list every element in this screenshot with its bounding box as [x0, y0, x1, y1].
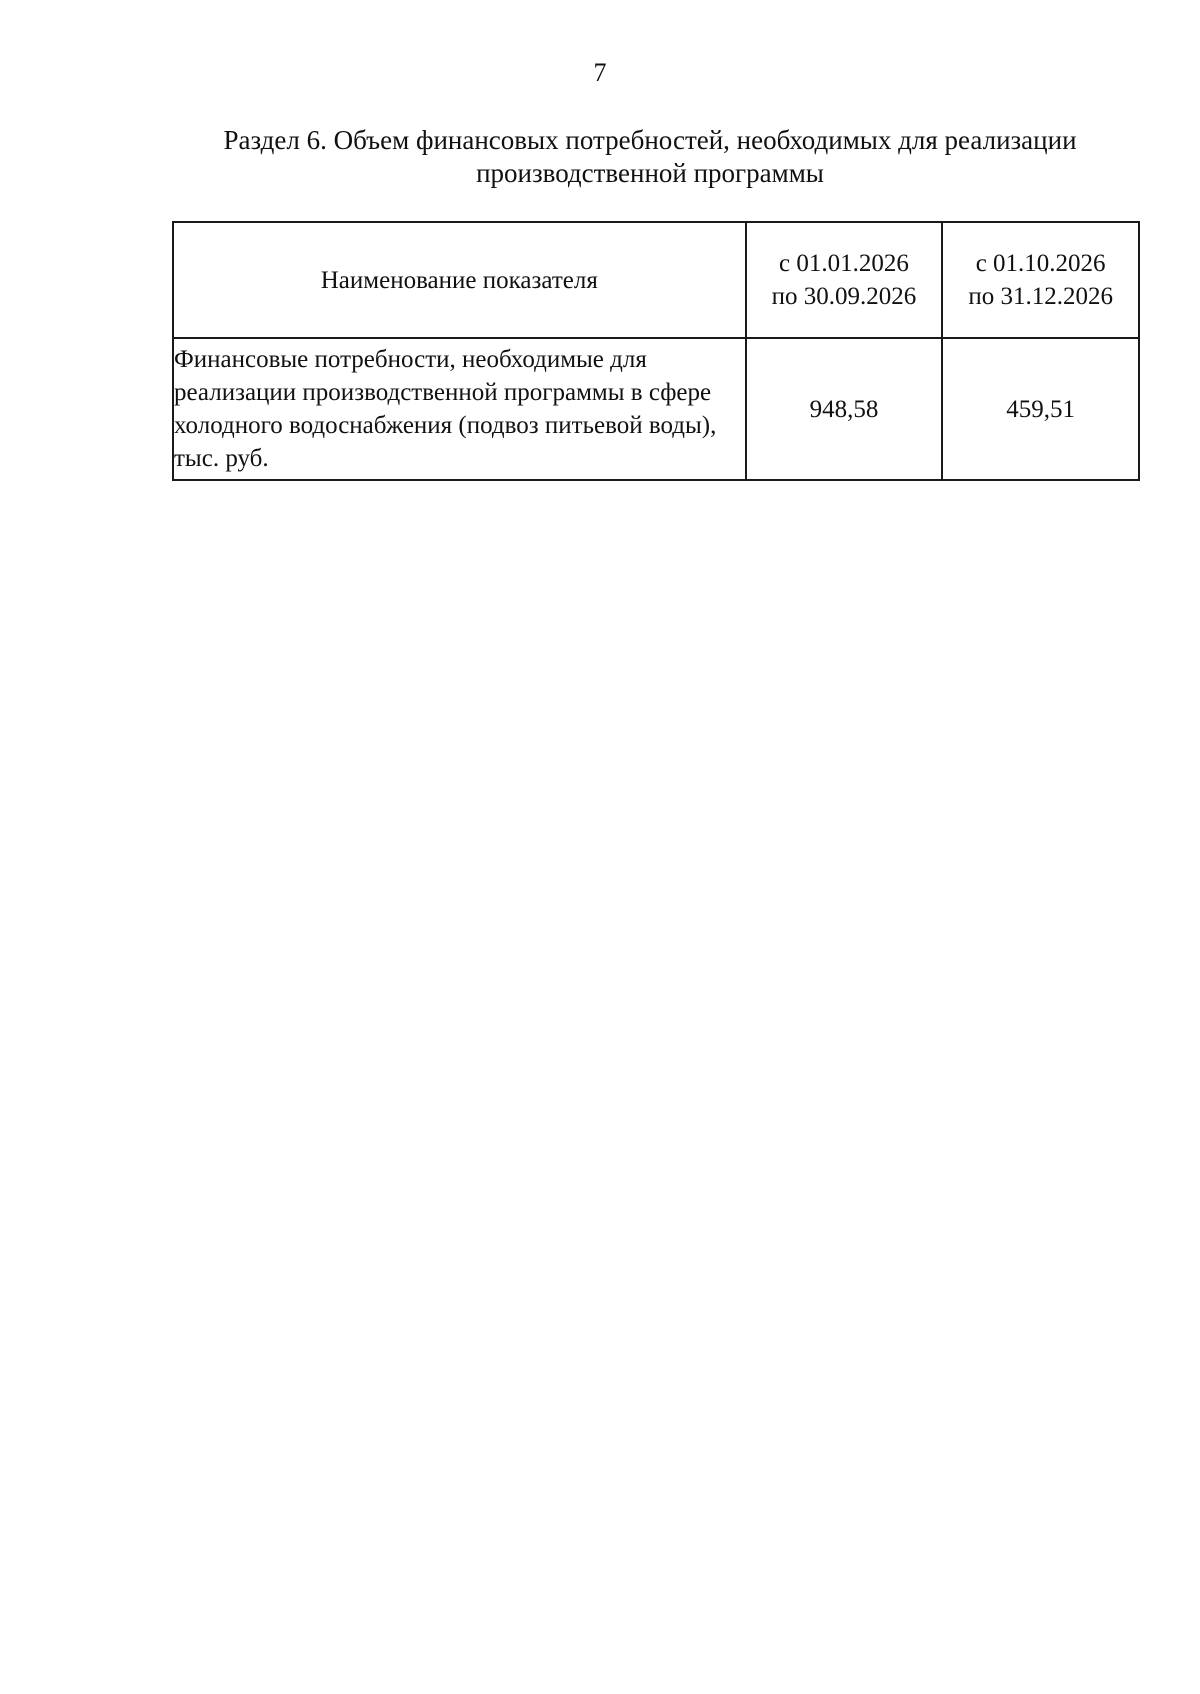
table-row — [173, 338, 1139, 480]
header-period-2-to: по 31.12.2026 — [968, 283, 1113, 310]
section-title-line-2: производственной программы — [476, 158, 824, 188]
header-period-2 — [942, 222, 1139, 338]
section-title — [150, 124, 1150, 190]
indicator-name-cell: Финансовые потребности, необходимые для реализации производственной программы в сфере холодного водоснабжения (подвоз питьевой воды), тыс. руб. — [173, 338, 746, 480]
header-indicator-name: Наименование показателя — [173, 222, 746, 338]
value-period-2-cell: 459,51 — [942, 338, 1139, 480]
header-period-1 — [746, 222, 943, 338]
page-number: 7 — [593, 58, 607, 87]
financial-needs-table — [172, 221, 1140, 481]
section-title-line-1: Раздел 6. Объем финансовых потребностей, необходимых для реализации — [223, 125, 1077, 155]
value-period-1-cell: 948,58 — [746, 338, 943, 480]
table-header-row — [173, 222, 1139, 338]
header-period-2-from: с 01.10.2026 — [975, 250, 1106, 277]
header-period-1-to: по 30.09.2026 — [771, 283, 917, 310]
header-period-1-from: с 01.01.2026 — [779, 250, 909, 277]
